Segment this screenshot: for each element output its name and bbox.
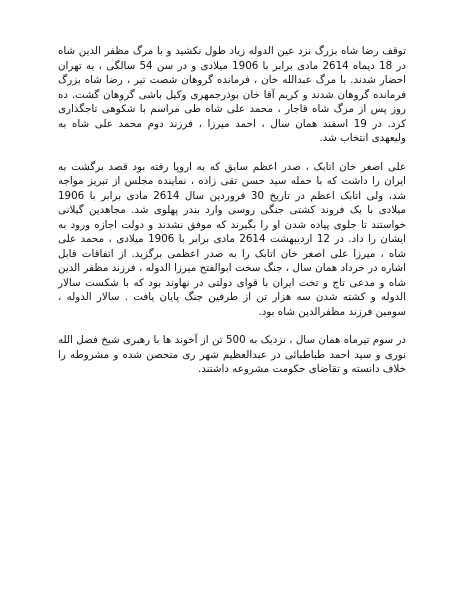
paragraph-2: علی اصغر خان اتابک ، صدر اعظم سابق که به اروپا رفته بود قصد برگشت به ایران را داشت که با حمله سید حسن تقی زاده ، نماینده مجلس از تبریز مواجه شد، ولی اتابک اعظم در تاریخ 30 فروردین سال 2614 مادی برابر با 1906 میلادی با یک فروند کشتی جنگی روسی وارد بندر پهلوی شد. مجاهدین گیلانی خواستند تا جلوی پیاده شدن او را بگیرند که موفق نشدند و دولت اجازه ورود به ایشان را داد. در 12 اردیبهشت 2614 مادی برابر با 1906 میلادی ، محمد علی شاه ، میرزا علی اصغر خان اتابک را به صدر اعظمی برگزید. از اتفاقات قابل اشاره در خرداد همان سال ، جنگ سخت ابوالفتح میرزا الدوله ، فرزند مظفر الدین شاه و مدعی تاج و تخت ایران با قوای دولتی در نهاوند بود که با شکست سالار الدوله و کشته شدن سه هزار تن از طرفین جنگ پایان یافت . سالار الدوله ، سومین فرزند مظفرالدین شاه بود. [58, 160, 407, 318]
paragraph-3: در سوم تیرماه همان سال ، نزدیک به 500 تن از آخوند ها با رهبری شیخ فضل الله نوری و سید احمد طباطبائی در عبدالعظیم شهر ری متحصن شده و مشروطه را خلاف دانسته و تقاضای حکومت مشروعه داشتند. [58, 334, 406, 375]
document-body [58, 44, 406, 391]
paragraph-1: توقف رضا شاه بزرگ نزد عین الدوله زیاد طول نکشید و با مرگ مظفر الدین شاه در 18 دیماه 2614 مادی برابر با 1906 میلادی و در سن 54 سالگی ، به تهران احضار شدند. با مرگ عبدالله خان ، فرمانده گروهان شصت تیر ، رضا شاه بزرگ فرمانده گروهان شدند و کریم آقا خان بوذرجمهری وکیل باشی گروهان گشت. ده روز پس از مرگ شاه قاجار ، محمد علی شاه طی مراسم با شکوهی تاجگذاری کرد. در 19 اسفند همان سال ، احمد میرزا ، فرزند دوم محمد علی شاه به ولیعهدی انتخاب شد. [58, 45, 407, 144]
